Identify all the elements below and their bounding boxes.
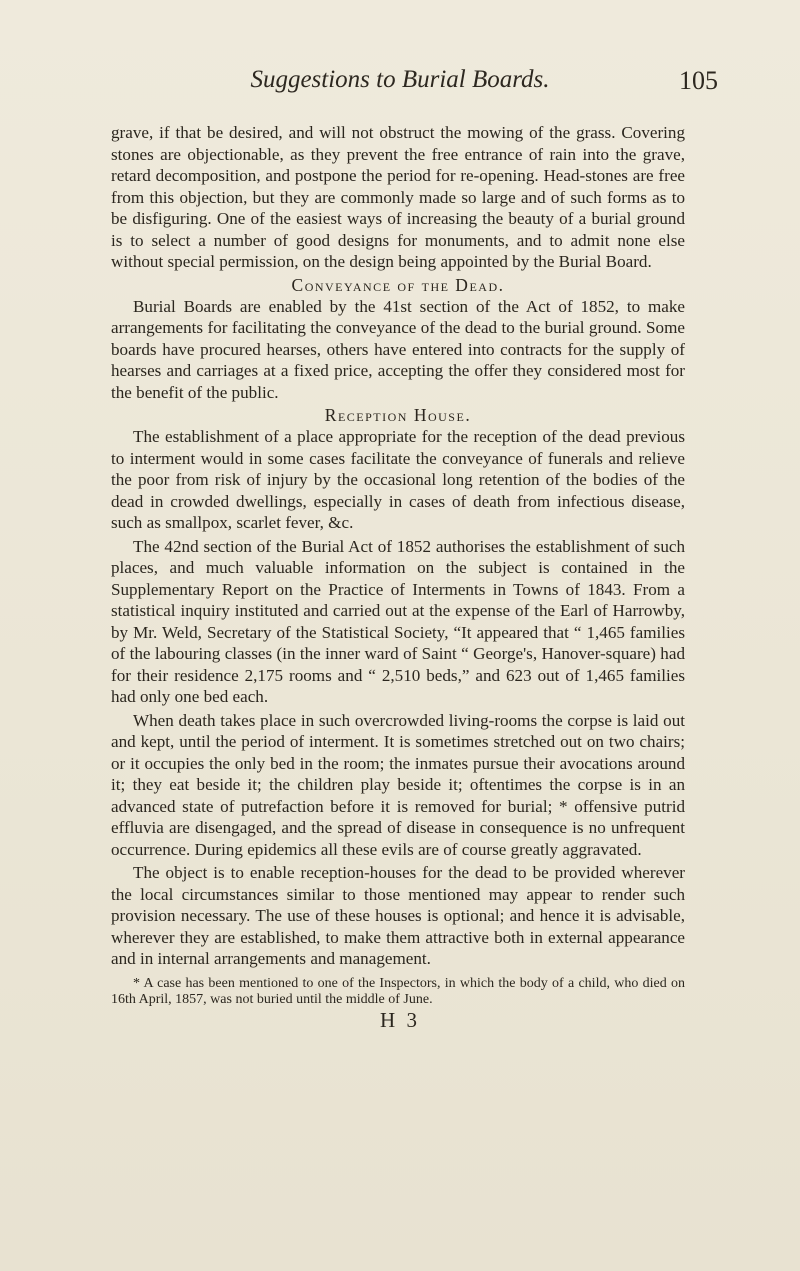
paragraph-continuation: grave, if that be desired, and will not obstruct the mowing of the grass. Covering stones are objectionable, as they prevent the free entrance of rain into the grave, retard decomposition, and postpone the period for re-opening. Head-stones are free from this objection, but they are commonly made so large and of such forms as to be disfiguring. One of the easiest ways of increasing the beauty of a burial ground is to select a number of good designs for monuments, and to admit none else without special permission, on the design being appointed by the Burial Board. [111,123,685,271]
section-heading-reception: Reception House. [324,405,472,425]
signature-mark: H 3 [380,1007,420,1032]
page-body [111,122,685,1031]
paragraph-burial-act: The 42nd section of the Burial Act of 1852 authorises the establishment of such places, and much valuable information on the subject is contained in the Supplementary Report on the Practice of Interments in Towns of 1843. From a statistical inquiry instituted and carried out at the expense of the Earl of Harrowby, by Mr. Weld, Secretary of the Statistical Society, “It appeared that “ 1,465 families of the labouring classes (in the inner ward of Saint “ George's, Hanover-square) had for their residence 2,175 rooms and “ 2,510 beds,” and 623 out of 1,465 families had only one bed each. [111,536,685,706]
footnote: * A case has been mentioned to one of the Inspectors, in which the body of a child, who died on 16th April, 1857, was not buried until the middle of June. [111,975,685,1007]
paragraph-overcrowding: When death takes place in such overcrowded living-rooms the corpse is laid out and kept, until the period of interment. It is sometimes stretched out on two chairs; or it occupies the only bed in the room; the inmates pursue their avocations around it; they eat beside it; the children play beside it; oftentimes the corpse is in an advanced state of putrefaction before it is removed for burial; * offensive putrid effluvia are disengaged, and the spread of disease in consequence is no unfrequent occurrence. During epidemics all these evils are of course greatly aggravated. [111,710,685,859]
running-title: Suggestions to Burial Boards. [250,66,550,93]
page-number: 105 [679,66,718,95]
paragraph-conveyance: Burial Boards are enabled by the 41st section of the Act of 1852, to make arrangements for facilitating the conveyance of the dead to the burial ground. Some boards have procured hearses, others have entered into contracts for the supply of hearses and carriages at a fixed price, accepting the offer they considered most for the benefit of the public. [111,296,685,402]
paragraph-reception-intro: The establishment of a place appropriate for the reception of the dead previous to interment would in some cases facilitate the conveyance of funerals and relieve the poor from risk of injury by the occasional long retention of the bodies of the dead in crowded dwellings, especially in cases of death from infectious disease, such as smallpox, scarlet fever, &c. [111,427,685,532]
section-heading-conveyance: Conveyance of the Dead. [291,274,505,295]
paragraph-object: The object is to enable reception-houses for the dead to be provided wherever the local circumstances similar to those mentioned may appear to render such provision necessary. The use of these houses is optional; and hence it is advisable, wherever they are established, to make them attractive both in external appearance and in internal arrangements and management. [111,863,685,968]
running-head [0,66,800,106]
